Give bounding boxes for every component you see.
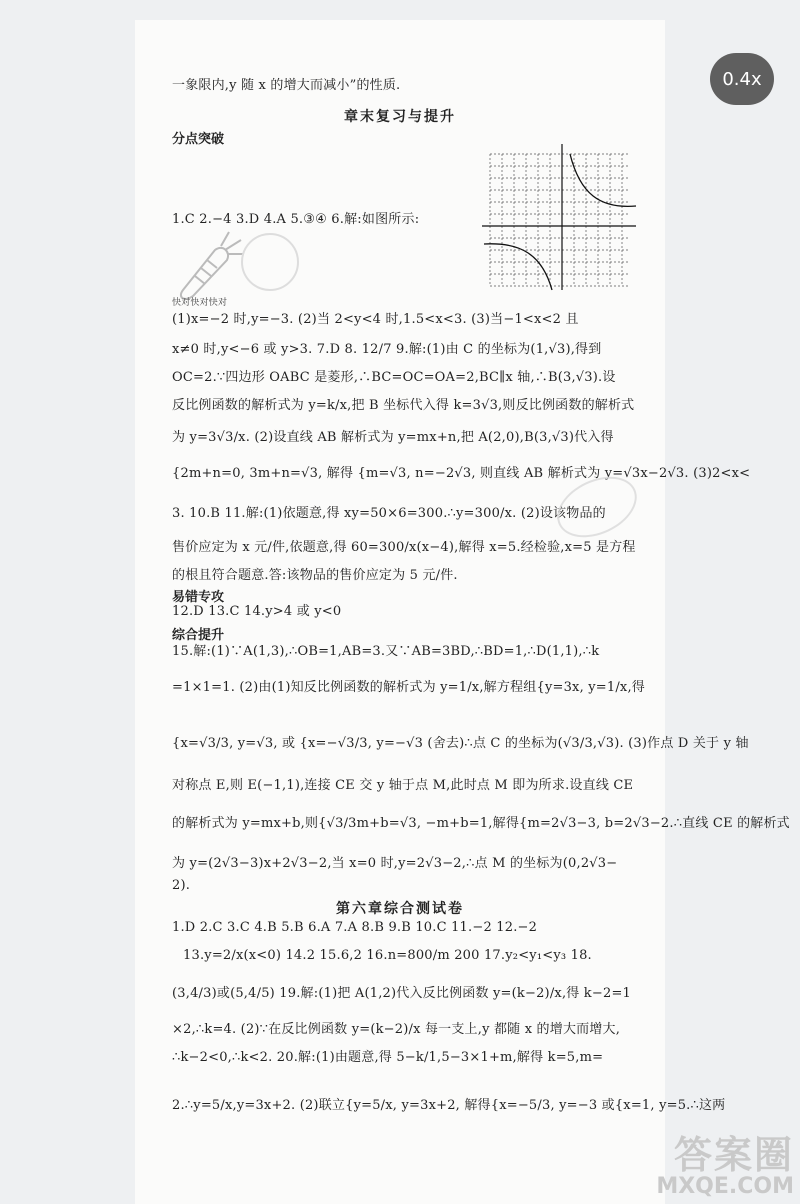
text-line: 2.∴y=5/x,y=3x+2. (2)联立{y=5/x, y=3x+2, 解得{x=−5/3, y=−3 或{x=1, y=5.∴这两 [172, 1098, 726, 1113]
text-line: OC=2.∵四边形 OABC 是菱形,∴BC=OC=OA=2,BC∥x 轴,∴B(3,√3).设 [172, 370, 616, 385]
text-line: 1.C 2.−4 3.D 4.A 5.③④ 6.解:如图所示: [172, 212, 420, 227]
text-line: 对称点 E,则 E(−1,1),连接 CE 交 y 轴于点 M,此时点 M 即为所求.设直线 CE [172, 778, 634, 793]
text-line: =1×1=1. (2)由(1)知反比例函数的解析式为 y=1/x,解方程组{y=3x, y=1/x,得 [172, 680, 645, 695]
text-line: ×2,∴k=4. (2)∵在反比例函数 y=(k−2)/x 每一支上,y 都随 x 的增大而增大, [172, 1022, 621, 1037]
graph-grid [490, 154, 630, 286]
test-title: 第六章综合测试卷 [336, 901, 464, 917]
hyperbola-branch-q1 [570, 154, 636, 206]
text-line: (3,4/3)或(5,4/5) 19.解:(1)把 A(1,2)代入反比例函数 y=(k−2)/x,得 k−2=1 [172, 986, 632, 1001]
text-line: 的解析式为 y=mx+b,则{√3/3m+b=√3, −m+b=1,解得{m=2√3−3, b=2√3−2.∴直线 CE 的解析式 [172, 816, 790, 831]
text-line: (1)x=−2 时,y=−3. (2)当 2<y<4 时,1.5<x<3. (3)当−1<x<2 且 [172, 312, 579, 327]
chapter-review-title: 章末复习与提升 [344, 109, 456, 125]
hyperbola-graph [490, 154, 491, 155]
text-line: 售价应定为 x 元/件,依题意,得 60=300/x(x−4),解得 x=5.经检验,x=5 是方程 [172, 540, 636, 555]
text-line: x≠0 时,y<−6 或 y>3. 7.D 8. 12/7 9.解:(1)由 C 的坐标为(1,√3),得到 [172, 342, 602, 357]
text-line: 为 y=(2√3−3)x+2√3−2,当 x=0 时,y=2√3−2,∴点 M 的坐标为(0,2√3− [172, 856, 618, 871]
zoom-level-badge[interactable]: 0.4x [710, 53, 774, 105]
site-logo-url: MXQE.COM [656, 1174, 794, 1199]
section-heading: 分点突破 [172, 132, 225, 147]
text-line: {x=√3/3, y=√3, 或 {x=−√3/3, y=−√3 (舍去)∴点 C 的坐标为(√3/3,√3). (3)作点 D 关于 y 轴 [172, 736, 749, 751]
section-heading: 易错专攻 [172, 590, 225, 605]
text-line: 反比例函数的解析式为 y=k/x,把 B 坐标代入得 k=3√3,则反比例函数的解析式 [172, 398, 635, 413]
text-line: 13.y=2/x(x<0) 14.2 15.6,2 16.n=800/m 200 17.y₂<y₁<y₃ 18. [183, 948, 592, 963]
watermark-circle [242, 234, 298, 290]
text-line: 的根且符合题意.答:该物品的售价应定为 5 元/件. [172, 568, 458, 583]
text-line: 3. 10.B 11.解:(1)依题意,得 xy=50×6=300.∴y=300/x. (2)设该物品的 [172, 506, 606, 521]
site-logo [656, 1134, 794, 1198]
stamp-caption: 快对快对快对 [172, 298, 228, 308]
text-line: 一象限内,y 随 x 的增大而减小”的性质. [172, 78, 401, 93]
text-line: 1.D 2.C 3.C 4.B 5.B 6.A 7.A 8.B 9.B 10.C 11.−2 12.−2 [172, 920, 538, 935]
text-line: 15.解:(1)∵A(1,3),∴OB=1,AB=3.又∵AB=3BD,∴BD=1,∴D(1,1),∴k [172, 644, 600, 659]
text-line: 为 y=3√3/x. (2)设直线 AB 解析式为 y=mx+n,把 A(2,0),B(3,√3)代入得 [172, 430, 614, 445]
text-line: 2). [172, 878, 191, 893]
text-line: ∴k−2<0,∴k<2. 20.解:(1)由题意,得 5−k/1,5−3×1+m,解得 k=5,m= [172, 1050, 604, 1065]
site-logo-text: 答案圈 [673, 1133, 794, 1177]
text-line: 12.D 13.C 14.y>4 或 y<0 [172, 604, 342, 619]
text-line: {2m+n=0, 3m+n=√3, 解得 {m=√3, n=−2√3, 则直线 AB 解析式为 y=√3x−2√3. (3)2<x< [172, 466, 751, 481]
hyperbola-branch-q3 [484, 244, 552, 290]
carrot-stamp [165, 228, 285, 308]
section-heading: 综合提升 [172, 628, 225, 643]
